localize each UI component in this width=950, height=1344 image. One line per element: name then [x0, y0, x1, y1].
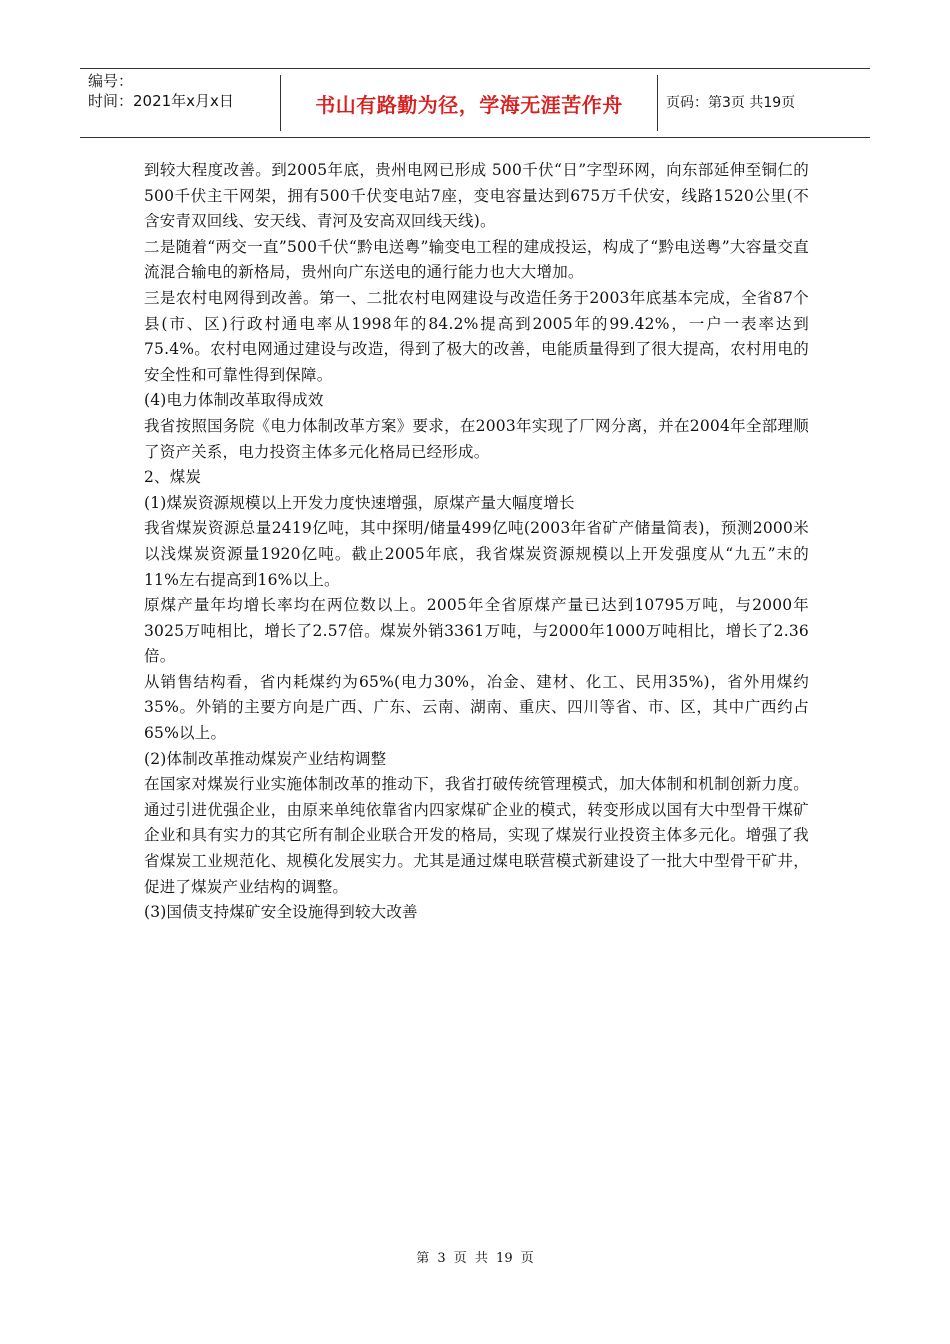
header-page-label: 页码：第3页 共19页 [666, 95, 796, 111]
paragraph: 我省煤炭资源总量2419亿吨，其中探明/储量499亿吨(2003年省矿产储量简表)，预测2000米以浅煤炭资源量1920亿吨。截止2005年底，我省煤炭资源规模以上开发强度从“九五”末的11%左右提高到16%以上。 [144, 519, 809, 589]
paragraph: 在国家对煤炭行业实施体制改革的推动下，我省打破传统管理模式，加大体制和机制创新力度。通过引进优强企业，由原来单纯依靠省内四家煤矿企业的模式，转变形成以国有大中型骨干煤矿企业和具有实力的其它所有制企业联合开发的格局，实现了煤炭行业投资主体多元化。增强了我省煤炭工业规范化、规模化发展实力。尤其是通过煤电联营模式新建设了一批大中型骨干矿井，促进了煤炭产业结构的调整。 [144, 775, 809, 896]
section-heading: 2、煤炭 [144, 468, 202, 487]
page-footer: 第 3 页 共 19 页 [416, 1251, 534, 1266]
paragraph: 我省按照国务院《电力体制改革方案》要求，在2003年实现了厂网分离，并在2004年全部理顺了资产关系，电力投资主体多元化格局已经形成。 [144, 416, 809, 461]
paragraph: 到较大程度改善。到2005年底，贵州电网已形成 500千伏“日”字型环网，向东部延伸至铜仁的500千伏主干网架，拥有500千伏变电站7座，变电容量达到675万千伏安，线路1520公里(不含安青双回线、安天线、青河及安高双回线天线)。 [144, 161, 809, 231]
section-heading: (3)国债支持煤矿安全设施得到较大改善 [144, 903, 418, 922]
paragraph: 从销售结构看，省内耗煤约为65%(电力30%，冶金、建材、化工、民用35%)，省外用煤约35%。外销的主要方向是广西、广东、云南、湖南、重庆、四川等省、市、区，其中广西约占65%以上。 [144, 672, 809, 743]
paragraph: 原煤产量年均增长率均在两位数以上。2005年全省原煤产量已达到10795万吨，与2000年3025万吨相比，增长了2.57倍。煤炭外销3361万吨，与2000年1000万吨相比，增长了2.36倍。 [144, 596, 809, 666]
header-motto: 书山有路勤为径，学海无涯苦作舟 [280, 75, 658, 131]
section-heading: (1)煤炭资源规模以上开发力度快速增强，原煤产量大幅度增长 [144, 493, 575, 512]
header-left [88, 71, 278, 111]
document-date-label: 时间：2021年x月x日 [88, 92, 234, 110]
section-heading: (2)体制改革推动煤炭产业结构调整 [144, 749, 387, 768]
document-number-label: 编号： [88, 72, 134, 90]
section-heading: (4)电力体制改革取得成效 [144, 391, 324, 410]
document-body [144, 158, 809, 926]
paragraph: 三是农村电网得到改善。第一、二批农村电网建设与改造任务于2003年底基本完成，全省87个县(市、区)行政村通电率从1998年的84.2%提高到2005年的99.42%，一户一表率达到75.4%。农村电网通过建设与改造，得到了极大的改善，电能质量得到了很大提高，农村用电的安全性和可靠性得到保障。 [144, 288, 809, 384]
page-header [80, 68, 870, 138]
paragraph: 二是随着“两交一直”500千伏“黔电送粤”输变电工程的建成投运，构成了“黔电送粤”大容量交直流混合输电的新格局，贵州向广东送电的通行能力也大大增加。 [144, 237, 809, 282]
